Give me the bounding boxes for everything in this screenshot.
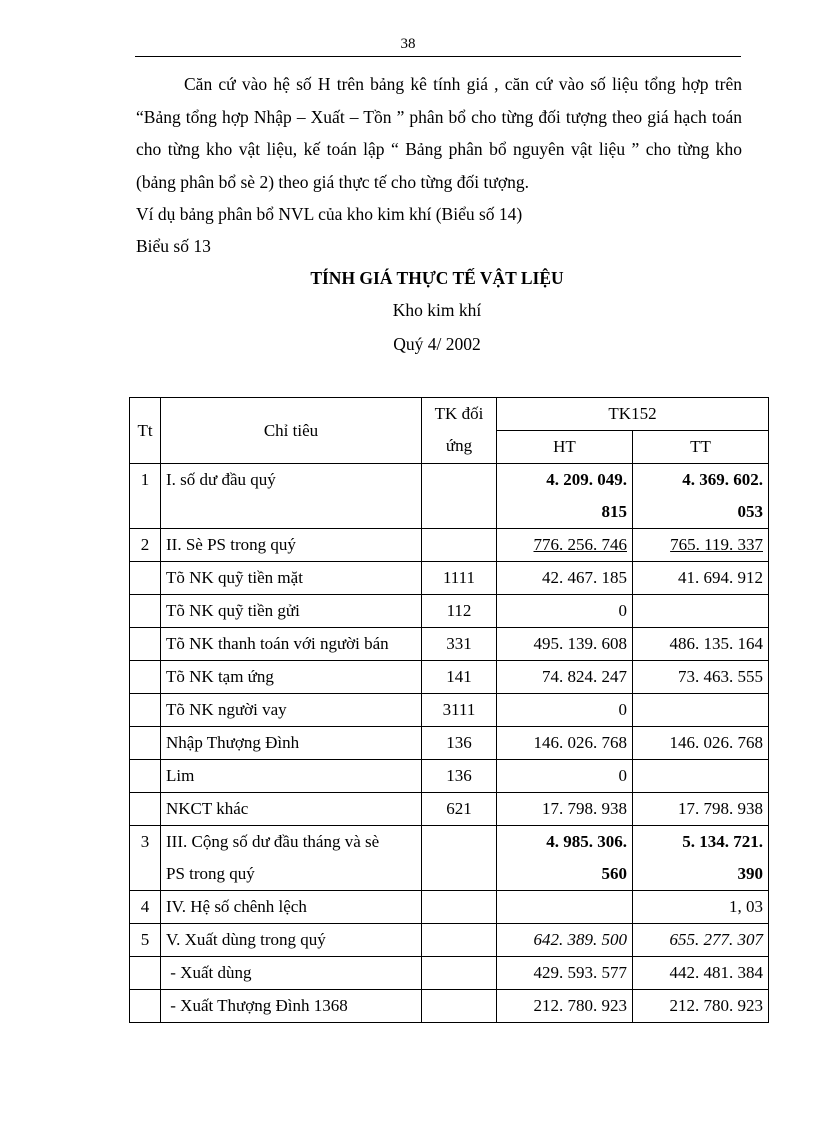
page-number: 38 bbox=[400, 36, 416, 52]
header-row bbox=[130, 398, 769, 431]
table-row: Tõ NK thanh toán với người bán 331 495. 139. 608 486. 135. 164 bbox=[130, 628, 769, 661]
table-row: Nhập Thượng Đình 136 146. 026. 768 146. 026. 768 bbox=[130, 727, 769, 760]
table-row: 2 II. Sè PS trong quý 776. 256. 746 765. 119. 337 bbox=[130, 529, 769, 562]
table-row: Tõ NK quỹ tiền mặt 1111 42. 467. 185 41. 694. 912 bbox=[130, 562, 769, 595]
material-price-table bbox=[129, 397, 769, 1023]
header-chi-tieu: Chỉ tiêu bbox=[161, 398, 422, 464]
table-row: - Xuất Thượng Đình 1368 212. 780. 923 212. 780. 923 bbox=[130, 990, 769, 1023]
table-row: 5 V. Xuất dùng trong quý 642. 389. 500 655. 277. 307 bbox=[130, 924, 769, 957]
header-tt: Tt bbox=[130, 398, 161, 464]
table-row: - Xuất dùng 429. 593. 577 442. 481. 384 bbox=[130, 957, 769, 990]
intro-paragraph: Căn cứ vào hệ số H trên bảng kê tính giá , căn cứ vào số liệu tổng hợp trên “Bảng tổng hợp Nhập – Xuất – Tồn ” phân bổ cho từng đối tượng theo giá hạch toán cho từng kho vật liệu, kế toán lập “ Bảng phân bổ nguyên vật liệu ” cho từng kho (bảng phân bổ sè 2) theo giá thực tế cho từng đối tượng. Ví dụ bảng phân bổ NVL của kho kim khí (Biểu số 14) bbox=[136, 74, 743, 224]
header-rule bbox=[135, 56, 741, 57]
table-row: Tõ NK tạm ứng 141 74. 824. 247 73. 463. 555 bbox=[130, 661, 769, 694]
exhibit-label: Biểu số 13 bbox=[136, 236, 211, 256]
table-title: TÍNH GIÁ THỰC TẾ VẬT LIỆU bbox=[310, 268, 564, 288]
header-tk152: TK152 bbox=[497, 398, 769, 431]
table-row: NKCT khác 621 17. 798. 938 17. 798. 938 bbox=[130, 793, 769, 826]
table-row: Tõ NK quỹ tiền gửi 112 0 bbox=[130, 595, 769, 628]
table-subtitle: Kho kim khí bbox=[392, 300, 482, 320]
table-row: 4 IV. Hệ số chênh lệch 1, 03 bbox=[130, 891, 769, 924]
header-ht: HT bbox=[497, 431, 633, 464]
header-tk-doi-ung: TK đối ứng bbox=[422, 398, 497, 464]
table-row: 3 III. Cộng số dư đầu tháng và sè PS trong quý 4. 985. 306. 560 5. 134. 721. 390 bbox=[130, 826, 769, 891]
table-period: Quý 4/ 2002 bbox=[393, 334, 481, 354]
table-row: Lim 136 0 bbox=[130, 760, 769, 793]
table-row: 1 I. số dư đầu quý 4. 209. 049. 815 4. 369. 602. 053 bbox=[130, 464, 769, 529]
header-tt-col: TT bbox=[633, 431, 769, 464]
table-row: Tõ NK người vay 3111 0 bbox=[130, 694, 769, 727]
